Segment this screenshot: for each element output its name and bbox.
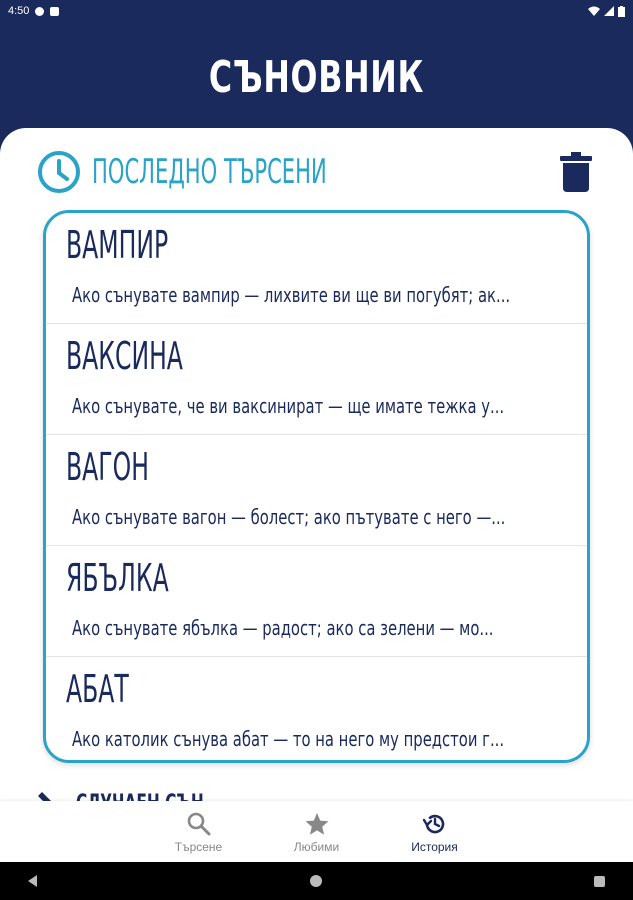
history-item-yabalka[interactable] [46,546,587,657]
section-title: ПОСЛЕДНО ТЪРСЕНИ [92,152,327,192]
item-description: Ако сънувате, че ви ваксинират — ще имате тежка у... [72,394,505,418]
history-item-abat[interactable] [46,657,587,768]
nav-history-label: История [411,840,458,854]
nav-search-label: Търсене [174,840,223,854]
nav-favorites-label: Любими [293,840,340,854]
history-panel [0,128,633,802]
clock-icon [36,149,82,195]
wifi-icon [588,6,600,16]
nav-favorites[interactable] [275,801,359,862]
item-title: ВАГОН [66,445,149,489]
back-icon[interactable] [28,875,37,887]
bottom-navigation [0,801,633,862]
trash-icon [560,152,592,192]
item-description: Ако католик сънува абат — то на него му предстои г... [72,727,505,751]
app-header [0,22,633,132]
star-icon [304,811,330,837]
status-bar [0,0,633,22]
system-navigation-bar [0,862,633,900]
clear-history-button[interactable] [555,148,597,196]
home-icon[interactable] [310,875,322,887]
signal-icon [604,6,614,16]
item-description: Ако сънувате ябълка — радост; ако са зелени — мо... [72,616,494,640]
section-header [36,148,597,196]
notification-icon [35,7,44,16]
item-title: ЯБЪЛКА [66,556,169,600]
item-title: ВАКСИНА [66,334,183,378]
item-title: ВАМПИР [66,223,169,267]
history-list [43,210,590,763]
item-description: Ако сънувате вагон — болест; ако пътувате с него —... [72,505,506,529]
sd-card-icon [50,7,59,16]
battery-icon [618,6,625,17]
item-description: Ако сънувате вампир — лихвите ви ще ви погубят; ак... [72,283,511,307]
recent-apps-icon[interactable] [594,876,605,887]
nav-history[interactable] [393,801,477,862]
status-time: 4:50 [8,5,30,17]
history-item-vaksina[interactable] [46,324,587,435]
history-icon [422,811,448,837]
search-icon [186,811,212,837]
item-title: АБАТ [66,667,129,711]
app-title: СЪНОВНИК [208,51,425,103]
history-item-vampir[interactable] [46,213,587,324]
nav-search[interactable] [157,801,241,862]
history-item-vagon[interactable] [46,435,587,546]
